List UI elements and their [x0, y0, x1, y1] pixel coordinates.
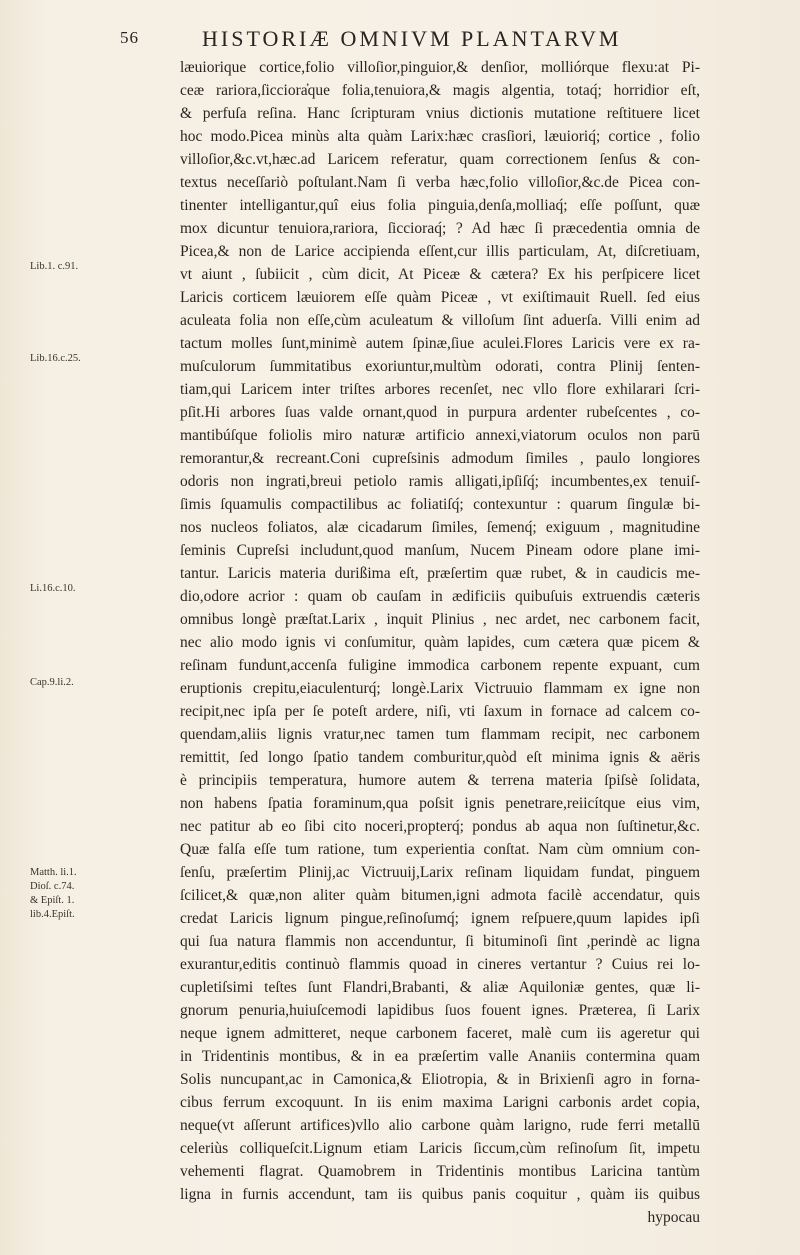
- text-line: reſinam fundunt,accenſa fuligine immodica carbonem repente expuant, cum: [180, 657, 700, 674]
- margin-note: Lib.1. c.91.: [30, 261, 79, 272]
- text-line: aculeata folia non eſſe,cùm aculeatum & villoſum ſint aduerſa. Villi enim ad: [180, 312, 700, 329]
- margin-note: Li.16.c.10.: [30, 583, 76, 594]
- text-line: pſit.Hi arbores ſuas valde ornant,quod in purpura ardenter rubeſcentes , co-: [180, 404, 700, 421]
- text-line: non habens ſpatia foraminum,qua poſsit ignis penetrare,reiicítque eius vim,: [180, 795, 700, 812]
- text-line: odoris non ingrati,breui petiolo ramis alligati,ipſiſq́; incumbentes,ex tenuiſ-: [180, 473, 700, 490]
- text-line: nec alio modo ignis vi conſumitur, quàm lapides, cum cætera quæ picem &: [180, 634, 700, 651]
- margin-note: lib.4.Epiſt.: [30, 909, 75, 920]
- text-line: tiam,qui Laricem inter triſtes arbores recenſet, nec vllo flore exhilarari ſcri-: [180, 381, 700, 398]
- text-line: & perfuſa reſina. Hanc ſcripturam vnius dictionis mutatione reſtituere licet: [180, 105, 700, 122]
- text-line: hoc modo.Picea minùs alta quàm Larix:hæc crasſiori, læuioriq́; cortice , folio: [180, 128, 700, 145]
- text-line: quendam,aliis lignis vratur,nec tamen tum flammam recipit, nec carbonem: [180, 726, 700, 743]
- text-line: celeriùs colliqueſcit.Lignum etiam Laricis ſiccum,cùm reſinoſum ſit, impetu: [180, 1140, 700, 1157]
- margin-note: Lib.16.c.25.: [30, 353, 81, 364]
- page-header: [120, 26, 720, 56]
- text-line: tantur. Laricis materia durißima eſt, præſertim quæ rubet, & in caudicis me-: [180, 565, 700, 582]
- text-line: Quæ falſa eſſe tum ratione, tum experientia conſtat. Nam cùm omnium con-: [180, 841, 700, 858]
- text-line: remittit, ſed longo ſpatio tandem comburitur,quòd eſt minima ignis & aëris: [180, 749, 700, 766]
- text-line: ceæ rariora,ſicciora̓que folia,tenuiora,& magis algentia, totaq́; horridior eſt,: [180, 82, 700, 99]
- text-line: tactum molles ſunt,minimè autem ſpinæ,ſiue aculei.Flores Laricis vere ex ra-: [180, 335, 700, 352]
- margin-note: Dioſ. c.74.: [30, 881, 75, 892]
- page-number: 56: [120, 28, 139, 47]
- text-line: mox dicuntur tenuiora,rariora, ſiccioraq́; ? Ad hæc ſi præcedentia omnia de: [180, 220, 700, 237]
- text-line: recipit,nec ipſa per ſe poteſt ardere, niſi, vti ſaxum in fornace ad calcem co-: [180, 703, 700, 720]
- text-line: neque(vt aſſerunt artifices)vllo alio carbone quàm larigno, rude ferri metallū: [180, 1117, 700, 1134]
- text-line: muſculorum ſummitatibus exoriuntur,multùm odorati, contra Plinij ſenten-: [180, 358, 700, 375]
- text-line: gnorum penuria,huiuſcemodi lapidibus ſuos fouent ignes. Præterea, ſi Larix: [180, 1002, 700, 1019]
- body-text: [180, 56, 700, 1229]
- text-line: nos nucleos foliatos, alæ cicadarum ſimiles, ſemenq́; exiguum , magnitudine: [180, 519, 700, 536]
- text-line: è principiis temperatura, humore autem & terrena materia ſpiſsè ſolidata,: [180, 772, 700, 789]
- text-line: vehementi flagrat. Quamobrem in Tridentinis montibus Laricina tantùm: [180, 1163, 700, 1180]
- text-line: in Tridentinis montibus, & in ea præſertim valle Ananiis contermina quam: [180, 1048, 700, 1065]
- text-line: exurantur,editis continuò flammis quoad in cineres vertantur ? Cuius rei lo-: [180, 956, 700, 973]
- text-line: tinenter intelligantur,quî eius folia pinguia,denſa,molliaq́; eſſe poſſunt, quæ: [180, 197, 700, 214]
- text-line: neque ignem admitteret, neque carbonem faceret, malè cum iis ageretur qui: [180, 1025, 700, 1042]
- text-line: villoſior,&c.vt,hæc.ad Laricem referatur, quam correctionem ſenſus & con-: [180, 151, 700, 168]
- margin-note: Matth. li.1.: [30, 867, 77, 878]
- text-line: ſenſu, præſertim Plinij,ac Victruuij,Larix reſinam liquidam fundat, pinguem: [180, 864, 700, 881]
- text-line: dio,odore acrior : quam ob cauſam in ædificiis quibuſuis extruendis cæteris: [180, 588, 700, 605]
- text-line: Picea,& non de Larice accipienda eſſent,cur illis particulam, At, diſcretiuam,: [180, 243, 700, 260]
- text-line: nec patitur ab eo ſibi cito noceri,propterq́; pondus ab aqua non ſuſtinetur,&c.: [180, 818, 700, 835]
- text-line: ligna in furnis accendunt, tam iis quibus panis coquitur , quàm iis quibus: [180, 1186, 700, 1203]
- text-line: cibus ferrum excoquunt. In iis enim maxima Larigni carbonis ardet copia,: [180, 1094, 700, 1111]
- text-line: Solis nuncupant,ac in Camonica,& Eliotropia, & in Brixienſi agro in forna-: [180, 1071, 700, 1088]
- text-line: eruptionis crepitu,eiaculenturq́; longè.Larix Victruuio flammam ex igne non: [180, 680, 700, 697]
- running-title: HISTORIÆ OMNIVM PLANTARVM: [202, 26, 622, 51]
- text-line: ſimis ſquamulis compactilibus ac foliatiſq́; contexuntur : quarum ſingulæ bi-: [180, 496, 700, 513]
- margin-note: Cap.9.li.2.: [30, 677, 74, 688]
- text-line: Laricis corticem læuiorem eſſe quàm Piceæ , vt exiſtimauit Ruell. ſed eius: [180, 289, 700, 306]
- text-line: hypocau: [647, 1209, 700, 1226]
- text-line: omnibus longè præſtat.Larix , inquit Plinius , nec ardet, nec carbonem facit,: [180, 611, 700, 628]
- text-line: vt aiunt , ſubiicit , cùm dicit, At Piceæ & cætera? Ex his perſpicere licet: [180, 266, 700, 283]
- text-line: qui ſua natura flammis non accenduntur, ſi bituminoſi ſint ,perindè ac ligna: [180, 933, 700, 950]
- text-line: mantibúſque foliolis miro naturæ artificio annexi,viatorum oculos non parū: [180, 427, 700, 444]
- margin-note: & Epiſt. 1.: [30, 895, 75, 906]
- text-line: ſcilicet,& quæ,non aliter quàm bitumen,igni admota facilè accendatur, quis: [180, 887, 700, 904]
- text-line: cupletiſsimi teſtes ſunt Flandri,Brabanti, & aliæ Aquiloniæ gentes, quæ li-: [180, 979, 700, 996]
- text-line: textus neceſſariò poſtulant.Nam ſi verba hæc,folio villoſior,&c.de Picea con-: [180, 174, 700, 191]
- text-line: remorantur,& recreant.Coni cupreſsinis admodum ſimiles , paulo longiores: [180, 450, 700, 467]
- text-line: credat Laricis lignum pingue,reſinoſumq́; ignem reſpuere,quum lapides ipſi: [180, 910, 700, 927]
- text-line: læuiorique cortice,folio villoſior,pinguior,& denſior, molliórque flexu:at Pi-: [180, 59, 700, 76]
- text-line: ſeminis Cupreſsi includunt,quod manſum, Nucem Pineam odore plane imi-: [180, 542, 700, 559]
